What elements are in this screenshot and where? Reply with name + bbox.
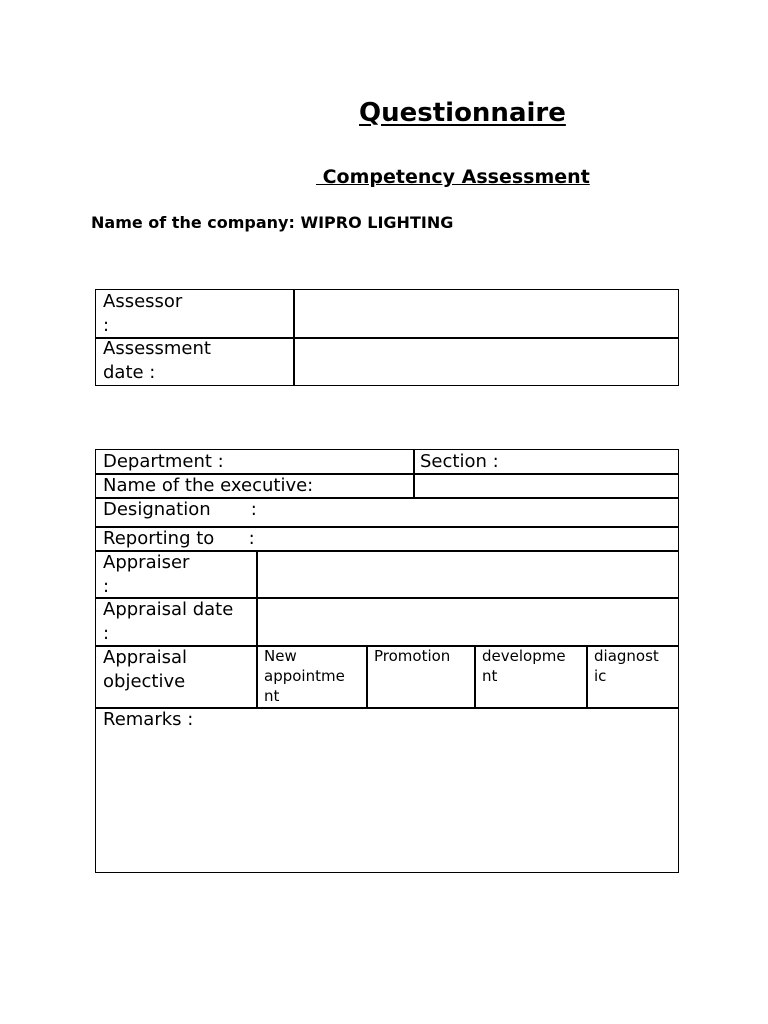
appraisal-objective-label: Appraisal objective (103, 647, 188, 692)
appraiser-field[interactable] (258, 551, 677, 597)
assessor-label: Assessor : (103, 291, 183, 336)
page-subtitle: Competency Assessment (316, 166, 590, 188)
assessment-date-label: Assessment date : (103, 338, 211, 383)
designation-label: Designation : (103, 499, 257, 520)
appraisal-date-field[interactable] (258, 598, 677, 645)
department-label: Department : (103, 451, 224, 472)
executive-label: Name of the executive: (103, 475, 314, 496)
page-title: Questionnaire (359, 98, 566, 128)
appraisal-date-label: Appraisal date : (103, 599, 234, 644)
objective-promotion[interactable]: Promotion (374, 647, 451, 665)
objective-diagnostic[interactable]: diagnost ic (594, 647, 659, 685)
section-label: Section : (420, 451, 499, 472)
objective-development[interactable]: developme nt (482, 647, 566, 685)
reporting-label: Reporting to : (103, 528, 255, 549)
objective-new-appointment[interactable]: New appointme nt (264, 647, 345, 705)
assessor-field[interactable] (295, 290, 677, 337)
remarks-field[interactable]: Remarks : (103, 709, 194, 730)
company-name: Name of the company: WIPRO LIGHTING (91, 213, 454, 232)
assessment-date-field[interactable] (295, 338, 677, 385)
executive-field[interactable] (414, 474, 677, 497)
appraiser-label: Appraiser : (103, 552, 190, 597)
